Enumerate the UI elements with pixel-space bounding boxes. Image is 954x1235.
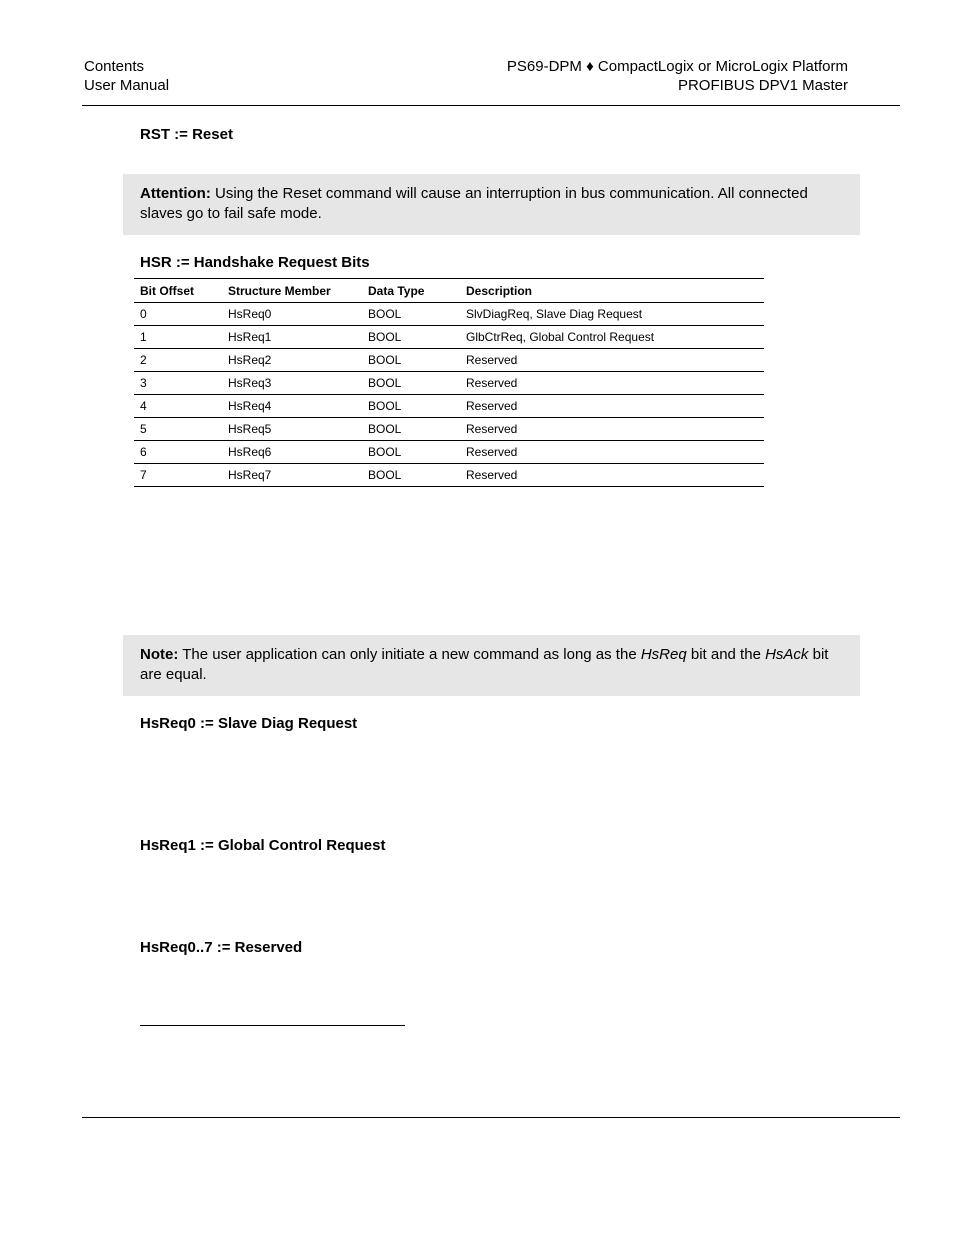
description: Reserved [460, 349, 764, 372]
header-left [84, 57, 169, 95]
note-box [123, 635, 860, 696]
footnote-separator [140, 1025, 405, 1026]
column-header: Data Type [362, 279, 460, 303]
description: Reserved [460, 464, 764, 487]
column-header: Description [460, 279, 764, 303]
description: SlvDiagReq, Slave Diag Request [460, 303, 764, 326]
table-row [134, 418, 764, 441]
table-row [134, 395, 764, 418]
table-row [134, 372, 764, 395]
structure-member: HsReq2 [222, 349, 362, 372]
note-text-2: bit and the [686, 646, 766, 663]
data-type: BOOL [362, 326, 460, 349]
attention-text: Using the Reset command will cause an interruption in bus communication. All connected slaves go to fail safe mode. [140, 185, 808, 222]
header-rule [82, 105, 900, 106]
hsr-bits-table [134, 278, 764, 487]
data-type: BOOL [362, 349, 460, 372]
column-header: Structure Member [222, 279, 362, 303]
column-header: Bit Offset [134, 279, 222, 303]
description: Reserved [460, 372, 764, 395]
bit-offset: 7 [134, 464, 222, 487]
data-type: BOOL [362, 303, 460, 326]
bit-offset: 1 [134, 326, 222, 349]
data-type: BOOL [362, 372, 460, 395]
bit-offset: 3 [134, 372, 222, 395]
header-right [348, 57, 848, 95]
header-product-sub: PROFIBUS DPV1 Master [677, 77, 848, 94]
table-row [134, 349, 764, 372]
table-row [134, 464, 764, 487]
bit-offset: 2 [134, 349, 222, 372]
hsreq1-heading: HsReq1 := Global Control Request [140, 837, 386, 854]
structure-member: HsReq3 [222, 372, 362, 395]
bit-offset: 5 [134, 418, 222, 441]
structure-member: HsReq0 [222, 303, 362, 326]
note-text-3: bit are equal. [140, 646, 829, 683]
description: GlbCtrReq, Global Control Request [460, 326, 764, 349]
bit-offset: 4 [134, 395, 222, 418]
bit-offset: 6 [134, 441, 222, 464]
structure-member: HsReq6 [222, 441, 362, 464]
table-row [134, 326, 764, 349]
data-type: BOOL [362, 395, 460, 418]
data-type: BOOL [362, 464, 460, 487]
rst-heading: RST := Reset [140, 126, 233, 143]
bit-offset: 0 [134, 303, 222, 326]
structure-member: HsReq7 [222, 464, 362, 487]
note-em-hsreq: HsReq [640, 646, 687, 663]
note-label: Note: [140, 646, 179, 663]
note-em-hsack: HsAck [765, 646, 809, 663]
description: Reserved [460, 418, 764, 441]
attention-box [123, 174, 860, 235]
description: Reserved [460, 395, 764, 418]
data-type: BOOL [362, 418, 460, 441]
table-row [134, 303, 764, 326]
table-header-row [134, 279, 764, 303]
hsreq0-heading: HsReq0 := Slave Diag Request [140, 715, 358, 732]
hsr-heading: HSR := Handshake Request Bits [140, 254, 370, 271]
header-doc-type: User Manual [84, 77, 170, 94]
header-product: PS69-DPM ♦ CompactLogix or MicroLogix Platform [506, 58, 848, 75]
hsreq-reserved-heading: HsReq0..7 := Reserved [140, 939, 303, 956]
table-row [134, 441, 764, 464]
footer-rule [82, 1117, 900, 1118]
note-text-1: The user application can only initiate a new command as long as the [178, 646, 641, 663]
attention-label: Attention: [140, 185, 211, 202]
description: Reserved [460, 441, 764, 464]
structure-member: HsReq1 [222, 326, 362, 349]
structure-member: HsReq4 [222, 395, 362, 418]
header-section-title: Contents [84, 58, 145, 75]
structure-member: HsReq5 [222, 418, 362, 441]
data-type: BOOL [362, 441, 460, 464]
